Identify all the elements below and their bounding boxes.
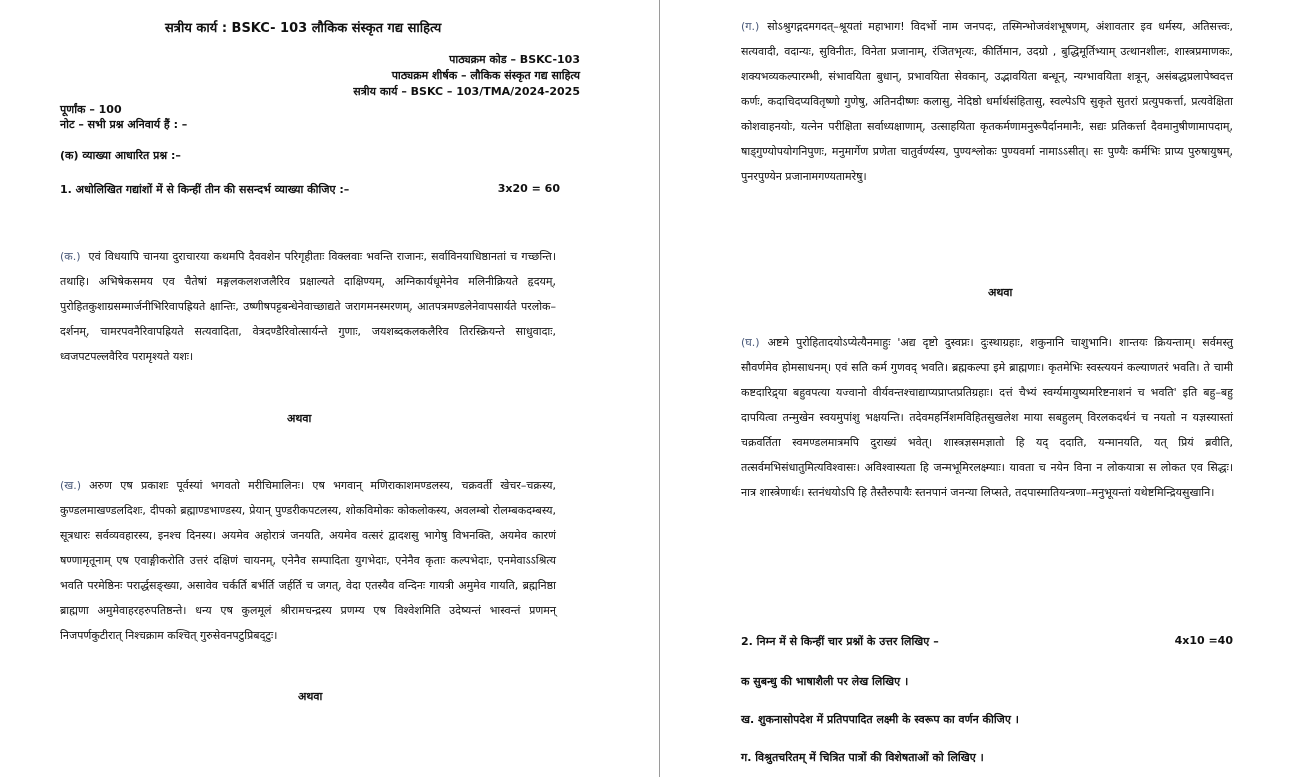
marks-block [60, 102, 187, 132]
sub-question: क सुबन्धु की भाषाशैली पर लेख लिखिए । [741, 675, 909, 688]
question-1-score: 3x20 = 60 [497, 182, 560, 195]
sub-question: ख. शुकनासोपदेश में प्रतिपपादित लक्ष्मी के स्वरूप का वर्णन कीजिए । [741, 713, 1019, 726]
assignment-title: सत्रीय कार्य : BSKC- 103 लौकिक संस्कृत गद्य साहित्य [165, 21, 442, 36]
passage-ka-label: (क.) [60, 250, 81, 263]
right-page [661, 0, 1313, 777]
course-meta [353, 52, 580, 100]
passage-ga [741, 14, 1233, 189]
or-separator: अथवा [988, 286, 1013, 299]
or-separator: अथवा [298, 690, 323, 703]
note: नोट – सभी प्रश्न अनिवार्य हैं : – [60, 118, 188, 131]
question-1-text: 1. अधोलिखित गद्यांशों में से किन्हीं तीन की ससन्दर्भ व्याख्या कीजिए :– [60, 183, 350, 196]
course-title: पाठ्यक्रम शीर्षक – लौकिक संस्कृत गद्य साहित्य [391, 69, 580, 82]
passage-ka [60, 244, 556, 369]
passage-ka-text: एवं विधयापि चानया दुराचारया कथमपि दैववशेन परिगृहीताः विक्लवाः भवन्ति राजानः, सर्वाविनयाधिष्ठानतां च गच्छन्ति। तथाहि। अभिषेकसमय एव चैतेषां मङ्गलकलशजलैरिव प्रक्षाल्यते दाक्षिण्यम्, अग्निकार्यधूमेनेव मलिनीक्रियते हृदयम्, पुरोहितकुशाग्रसम्मार्जनीभिरिवापह्रियते क्षान्तिः, उष्णीषपट्टबन्धेनेवाच्छाद्यते जरागमनस्मरणम्, आतपत्रमण्डलेनेवापसार्यते परलोक–दर्शनम्, चामरपवनैरिवापह्रियते सत्यवादिता, वेत्रदण्डैरिवोत्सार्यन्ते गुणाः, जयशब्दकलकलैरिव तिरस्क्रियन्ते साधुवादाः, ध्वजपटपल्लवैरिव परामृश्यते यशः। [60, 250, 556, 363]
question-2-text: 2. निम्न में से किन्हीं चार प्रश्नों के उत्तर लिखिए – [741, 635, 939, 648]
sub-question: ग. विश्रुतचरितम् में चित्रित पात्रों की विशेषताओं को लिखिए । [741, 751, 984, 764]
passage-kha-label: (ख.) [60, 479, 82, 492]
passage-kha-text: अरुण एष प्रकाशः पूर्वस्यां भगवतो मरीचिमालिनः। एष भगवान् मणिराकाशमण्डलस्य, चक्रवर्ती खेचर–चक्रस्य, कुण्डलमाखण्डलदिशः, दीपको ब्रह्माण्डभाण्डस्य, प्रेयान् पुण्डरीकपटलस्य, शोकविमोकः कोकलोकस्य, अवलम्बो रोलम्बकदम्बस्य, सूत्रधारः सर्वव्यवहारस्य, इनश्च दिनस्य। अयमेव अहोरात्रं जनयति, अयमेव वत्सरं द्वादशसु भागेषु विभनक्ति, अयमेव कारणं षण्णामृतूनाम् एष एवाङ्गीकरोति उत्तरं दक्षिणं चायनम्, एनेनैव सम्पादिता युगभेदाः, एनेनैव कृताः कल्पभेदाः, एनमेवाऽऽश्रित्य भवति परमेष्ठिनः परार्द्धसङ्ख्या, असावेव चर्कर्ति बर्भर्ति जर्हर्ति च जगत्, वेदा एतस्यैव वन्दिनः गायत्री अमुमेव गायति, ब्रह्मनिष्ठा ब्राह्मणा अमुमेवाहरहरुपतिष्ठन्ते। धन्य एष कुलमूलं श्रीरामचन्द्रस्य प्रणम्य एष विश्वेशमिति उदेष्यन्तं भास्वन्तं प्रणमन् निजपर्णकुटीरात् निश्चक्राम कश्चित् गुरुसेवनपटुप्रिबद्टुः। [60, 479, 556, 642]
passage-gha-text: अष्टमे पुरोहितादयोऽप्येत्यैनमाहुः 'अद्य दृष्टो दुस्वप्नः। दुःस्थाग्रहाः, शकुनानि चाशुभानि। शान्तयः क्रियन्ताम्। सर्वमस्तु सौवर्णमेव होमसाधनम्। एवं सति कर्म गुणवद् भवति। ब्रह्मकल्पा इमे ब्राह्मणाः। कृतमेभिः स्वस्त्ययनं कल्याणतरं भवति। ते चामी कष्टदारिद्र्या बहुवपत्या यज्वानो वीर्यवन्तश्चाद्याप्यप्राप्तप्रतिग्रहाः। दत्तं चैभ्यं स्वर्ग्यमायुष्यमरिष्टनाशनं च भवति' इति बहु–बहु दापयित्वा तन्मुखेन स्वयमुपांशु भक्षयन्ति। तदेवमहर्निशमविहितसुखलेश माया सबहुलम् विरलकदर्थनं च नयतो न यज्ञस्यास्तां चक्रवर्तिता स्वमण्डलमात्रमपि दुराख्यं भवेत्। शास्त्रज्ञसमज्ञातो हि यद् ददाति, यन्मानयति, यत् प्रियं ब्रवीति, तत्सर्वमभिसंधातुमित्यविश्वासः। अविश्वास्यता हि जन्मभूमिरलक्ष्म्याः। यावता च नयेन विना न लोकयात्रा स लोकत एव सिद्धः। नात्र शास्त्रेणार्थः। स्तनंधयोऽपि हि तैस्तैरुपायैः स्तनपानं जनन्या लिप्सते, तदपास्मातियन्त्रणा–मनुभूयन्तां यथेष्टमिन्द्रियसुखानि। [741, 336, 1233, 499]
full-marks: पूर्णांक – 100 [60, 103, 122, 116]
passage-ga-label: (ग.) [741, 20, 760, 33]
or-separator: अथवा [287, 412, 312, 425]
passage-kha [60, 473, 556, 648]
section-a-heading: (क) व्याख्या आधारित प्रश्न :– [60, 149, 181, 162]
question-2-score: 4x10 =40 [1174, 634, 1233, 647]
assignment-code: सत्रीय कार्य – BSKC – 103/TMA/2024-2025 [353, 85, 580, 98]
question-2 [741, 634, 1233, 649]
passage-gha [741, 330, 1233, 505]
passage-gha-label: (घ.) [741, 336, 760, 349]
course-code: पाठ्यक्रम कोड – BSKC-103 [449, 53, 580, 66]
question-1 [60, 182, 560, 197]
passage-ga-text: सोऽश्रुगद्गदमगदत्–श्रूयतां महाभाग! विदर्भो नाम जनपदः, तस्मिन्भोजवंशभूषणम्, अंशावतार इव धर्मस्य, अतिसत्त्वः, सत्यवादी, वदान्यः, सुविनीतः, विनेता प्रजानाम्, रंजितभृत्यः, कीर्तिमान, उदग्रो , बुद्धिमूर्तिभ्याम् उत्थानशीलः, शास्त्रप्रमाणकः, शक्यभव्यकल्पारम्भी, संभावयिता बुधान्, प्रभावयिता सेवकान्, उद्भावयिता बन्धून्, न्यग्भावयिता शत्रून्, असंबद्धप्रलापेष्वदत्त कर्णः, कदाचिदप्यवितृष्णो गुणेषु, अतिनदीष्णः कलासु, नेदिष्ठो धर्मार्थसंहितासु, स्वल्पेऽपि सुकृते सुतरां प्रत्युपकर्त्ता, प्रत्यवेक्षिता कोशवाहनयोः, यत्नेन परीक्षिता सर्वाध्यक्षाणाम्, उत्साहयिता कृतकर्मणामनुरूपैर्दानमानैः, सद्यः प्रतिकर्त्ता दैवमानुषीणामापदाम्, षाड्गुण्योपयोगनिपुणः, मनुमार्गेण प्रणेता चातुर्वर्ण्यस्य, पुण्यश्लोकः पुण्यवर्मा नामाऽऽसीत्। सः पुण्यैः कर्मभिः प्राप्य पुरुषायुषम्, पुनरपुण्येन प्रजानामगण्यतामरेषु। [741, 20, 1233, 183]
